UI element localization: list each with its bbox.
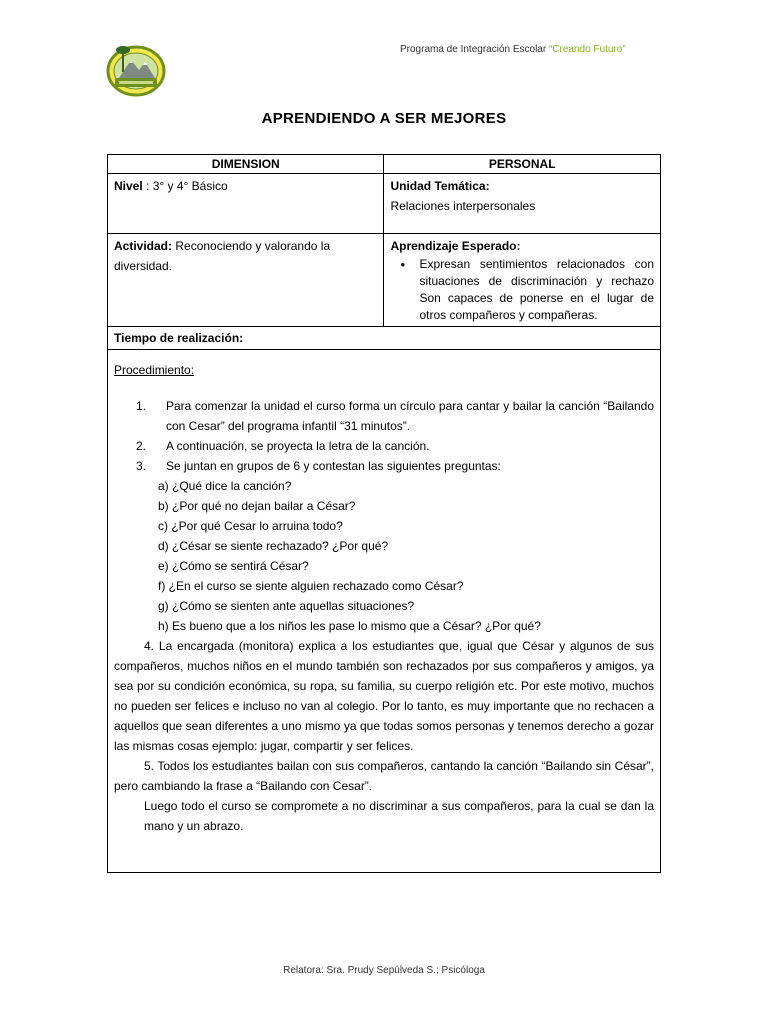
- aprendizaje-list: [390, 256, 654, 324]
- nivel-label: Nivel: [114, 179, 143, 193]
- step-number: 3.: [136, 459, 147, 473]
- nivel-value: : 3° y 4° Básico: [142, 179, 228, 193]
- step-number: 1.: [136, 399, 147, 413]
- unidad-label: Unidad Temática:: [390, 179, 490, 193]
- question-item: e) ¿Cómo se sentirá César?: [158, 559, 309, 573]
- procedure-steps: [114, 396, 654, 476]
- question-item: b) ¿Por qué no dejan bailar a César?: [158, 499, 356, 513]
- step-text: Se juntan en grupos de 6 y contestan las siguientes preguntas:: [166, 459, 501, 473]
- school-logo: [105, 40, 167, 98]
- question-item: f) ¿En el curso se siente alguien rechazado como César?: [158, 579, 464, 593]
- header-dimension: DIMENSION: [108, 155, 384, 174]
- header-personal: PERSONAL: [384, 155, 661, 174]
- question-item: c) ¿Por qué Cesar lo arruina todo?: [158, 519, 343, 533]
- program-header: [400, 44, 626, 55]
- step-text: Para comenzar la unidad el curso forma un círculo para cantar y bailar la canción “Bailando con Cesar” del programa infantil “31 minutos”.: [166, 399, 654, 433]
- procedure-step: [114, 396, 654, 436]
- footer-author: Relatora: Sra. Prudy Sepúlveda S.; Psicóloga: [283, 965, 485, 976]
- question-item: d) ¿César se siente rechazado? ¿Por qué?: [158, 539, 389, 553]
- step-5-paragraph: 5. Todos los estudiantes bailan con sus compañeros, cantando la canción “Bailando sin César”, pero cambiando la frase a “Bailando con Cesar”.: [114, 759, 654, 793]
- unidad-cell: [384, 174, 661, 234]
- nivel-cell: [108, 174, 384, 234]
- question-item: g) ¿Cómo se sienten ante aquellas situaciones?: [158, 599, 415, 613]
- actividad-cell: [108, 234, 384, 327]
- step-text: A continuación, se proyecta la letra de la canción.: [166, 439, 430, 453]
- actividad-value: Reconociendo y valorando la diversidad.: [114, 239, 331, 273]
- page-title: APRENDIENDO A SER MEJORES: [261, 110, 507, 127]
- program-name: Programa de Integración Escolar: [400, 44, 547, 55]
- closing-paragraph: Luego todo el curso se compromete a no discriminar a sus compañeros, para la cual se dan la mano y un abrazo.: [144, 799, 654, 833]
- step-4-paragraph: 4. La encargada (monitora) explica a los estudiantes que, igual que César y algunos de sus compañeros, muchos niños en el mundo también son rechazados por sus compañeros y amigos, ya sea por su condición económica, su ropa, su familia, su cuerpo religión etc. Por este motivo, muchos no pueden ser felices e incluso no van al colegio. Por lo tanto, es muy importante que no rechacen a aquellos que sean diferentes a uno mismo ya que todas somos personas y tenemos derecho a gozar las mismas cosas ejemplo: jugar, compartir y ser felices.: [114, 639, 654, 753]
- question-item: h) Es bueno que a los niños les pase lo mismo que a César? ¿Por qué?: [158, 619, 541, 633]
- unidad-value: Relaciones interpersonales: [390, 199, 536, 213]
- activity-table: [107, 154, 661, 873]
- question-list: [114, 476, 654, 636]
- actividad-label: Actividad:: [114, 239, 173, 253]
- procedure-cell: [108, 350, 661, 873]
- aprendizaje-cell: [384, 234, 661, 327]
- procedure-title: Procedimiento:: [114, 363, 195, 377]
- procedure-step: [114, 456, 654, 476]
- aprendizaje-bullet: • Expresan sentimientos relacionados con situaciones de discriminación y rechazo Son capaces de ponerse en el lugar de otros compañeros y compañeras.: [390, 256, 654, 324]
- question-item: a) ¿Qué dice la canción?: [158, 479, 292, 493]
- tiempo-label: Tiempo de realización:: [108, 327, 661, 350]
- step-number: 2.: [136, 439, 147, 453]
- aprendizaje-label: Aprendizaje Esperado:: [390, 239, 521, 253]
- procedure-step: [114, 436, 654, 456]
- program-accent: “Creando Futuro”: [548, 44, 626, 55]
